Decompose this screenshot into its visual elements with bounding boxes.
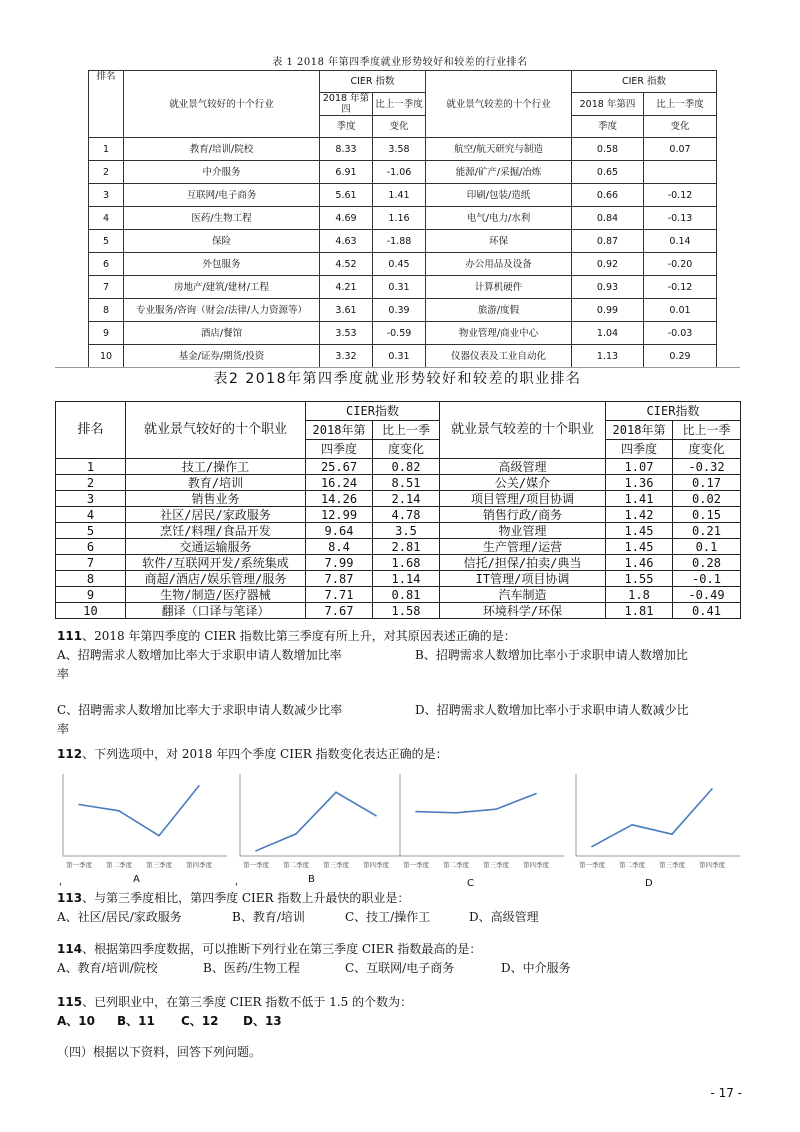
- good-q4-cell: 3.61: [320, 299, 373, 322]
- table-row: [56, 507, 741, 523]
- industry-ranking-table: [88, 70, 717, 368]
- bad-name-cell: 汽车制造: [440, 587, 606, 603]
- bad-name-cell: 物业管理/商业中心: [426, 322, 572, 345]
- bad-name-cell: 电气/电力/水利: [426, 207, 572, 230]
- good-q4-cell: 4.52: [320, 253, 373, 276]
- bad-q4-cell: 1.07: [606, 459, 673, 475]
- data-point: [631, 824, 633, 826]
- chart-mark: ': [235, 882, 238, 893]
- good-name-cell: 软件/互联网开发/系统集成: [126, 555, 306, 571]
- bad-name-cell: 旅游/度假: [426, 299, 572, 322]
- good-change-cell: 0.39: [373, 299, 426, 322]
- bad-change-cell: -0.12: [644, 276, 717, 299]
- table-row: [89, 230, 717, 253]
- header-q4-bad-line2: 四季度: [606, 440, 673, 459]
- good-name-cell: 商超/酒店/娱乐管理/服务: [126, 571, 306, 587]
- good-q4-cell: 3.32: [320, 345, 373, 368]
- bad-q4-cell: 1.55: [606, 571, 673, 587]
- rank-cell: 7: [89, 276, 124, 299]
- good-q4-cell: 16.24: [306, 475, 373, 491]
- data-point: [415, 811, 417, 813]
- bad-change-cell: -0.32: [673, 459, 741, 475]
- header-cier-good: CIER 指数: [320, 71, 426, 93]
- chart-mark: ': [59, 882, 62, 893]
- good-name-cell: 社区/居民/家政服务: [126, 507, 306, 523]
- bad-change-cell: 0.17: [673, 475, 741, 491]
- good-change-cell: 2.14: [373, 491, 440, 507]
- bad-q4-cell: 1.42: [606, 507, 673, 523]
- x-tick-label: 第四季度: [523, 861, 549, 869]
- bad-change-cell: 0.28: [673, 555, 741, 571]
- x-tick-label: 第二季度: [283, 861, 309, 869]
- good-change-cell: -1.06: [373, 161, 426, 184]
- series-line: [416, 794, 536, 813]
- good-name-cell: 技工/操作工: [126, 459, 306, 475]
- option-c[interactable]: C、互联网/电子商务: [345, 961, 455, 975]
- data-point: [375, 815, 377, 817]
- bad-change-cell: 0.02: [673, 491, 741, 507]
- header-bad-industries: 就业景气较差的十个行业: [426, 71, 572, 138]
- option-a[interactable]: A、10: [57, 1014, 95, 1028]
- bad-q4-cell: 1.36: [606, 475, 673, 491]
- data-point: [671, 833, 673, 835]
- good-change-cell: 1.58: [373, 603, 440, 619]
- question-number: 115: [57, 995, 83, 1009]
- series-line: [256, 792, 376, 851]
- x-tick-label: 第三季度: [323, 861, 349, 869]
- bad-q4-cell: 0.87: [572, 230, 644, 253]
- rank-cell: 1: [89, 138, 124, 161]
- option-d[interactable]: D、招聘需求人数增加比率小于求职申请人数减少比: [415, 703, 689, 717]
- good-name-cell: 专业服务/咨询（财会/法律/人力资源等）: [124, 299, 320, 322]
- good-q4-cell: 3.53: [320, 322, 373, 345]
- data-point: [335, 792, 337, 794]
- question-111: [57, 627, 747, 739]
- good-q4-cell: 14.26: [306, 491, 373, 507]
- bad-q4-cell: 0.92: [572, 253, 644, 276]
- bad-q4-cell: 1.04: [572, 322, 644, 345]
- data-point: [158, 835, 160, 837]
- good-q4-cell: 7.99: [306, 555, 373, 571]
- good-change-cell: 0.82: [373, 459, 440, 475]
- rank-cell: 8: [56, 571, 126, 587]
- x-tick-label: 第三季度: [146, 861, 172, 869]
- header-q4: 2018年第: [306, 421, 373, 440]
- bad-name-cell: 印刷/包装/造纸: [426, 184, 572, 207]
- question-114: [57, 940, 747, 978]
- good-q4-cell: 7.71: [306, 587, 373, 603]
- good-change-cell: 2.81: [373, 539, 440, 555]
- good-change-cell: 0.31: [373, 276, 426, 299]
- x-tick-label: 第四季度: [363, 861, 389, 869]
- bad-name-cell: 能源/矿产/采掘/冶炼: [426, 161, 572, 184]
- rank-cell: 3: [89, 184, 124, 207]
- good-q4-cell: 8.33: [320, 138, 373, 161]
- page-number: - 17 -: [710, 1086, 742, 1100]
- bad-name-cell: IT管理/项目协调: [440, 571, 606, 587]
- question-number: 113: [57, 891, 83, 905]
- x-tick-label: 第一季度: [66, 861, 92, 869]
- x-tick-label: 第四季度: [699, 861, 725, 869]
- rank-cell: 9: [89, 322, 124, 345]
- table-row: [56, 555, 741, 571]
- good-name-cell: 烹饪/料理/食品开发: [126, 523, 306, 539]
- bad-name-cell: 办公用品及设备: [426, 253, 572, 276]
- good-name-cell: 外包服务: [124, 253, 320, 276]
- good-q4-cell: 5.61: [320, 184, 373, 207]
- bad-change-cell: 0.1: [673, 539, 741, 555]
- bad-name-cell: 项目管理/项目协调: [440, 491, 606, 507]
- bad-q4-cell: 1.45: [606, 523, 673, 539]
- option-d[interactable]: D、13: [243, 1014, 282, 1028]
- header-cier-bad: CIER 指数: [572, 71, 717, 93]
- header-good-industries: 就业景气较好的十个行业: [124, 71, 320, 138]
- good-change-cell: 4.78: [373, 507, 440, 523]
- chart-label-d: D: [645, 878, 653, 889]
- x-tick-label: 第三季度: [483, 861, 509, 869]
- question-115: [57, 993, 747, 1031]
- header-q4-bad: 2018年第: [606, 421, 673, 440]
- question-stem: 、与第三季度相比，第四季度 CIER 指数上升最快的职业是：: [82, 891, 410, 905]
- good-q4-cell: 9.64: [306, 523, 373, 539]
- series-line: [79, 786, 199, 836]
- bad-q4-cell: 1.8: [606, 587, 673, 603]
- bad-q4-cell: 1.46: [606, 555, 673, 571]
- header-q4-line2: 季度: [320, 116, 373, 138]
- rank-cell: 4: [56, 507, 126, 523]
- question-112: [57, 745, 747, 764]
- question-113: [57, 889, 747, 927]
- header-cier-good: CIER指数: [306, 402, 440, 421]
- rank-cell: 6: [56, 539, 126, 555]
- x-tick-label: 第一季度: [579, 861, 605, 869]
- question-stem: 、根据第四季度数据，可以推断下列行业在第三季度 CIER 指数最高的是：: [82, 942, 482, 956]
- bad-name-cell: 销售行政/商务: [440, 507, 606, 523]
- option-b[interactable]: B、医药/生物工程: [203, 961, 300, 975]
- section-four-heading: （四）根据以下资料，回答下列问题。: [57, 1045, 262, 1059]
- good-change-cell: 3.5: [373, 523, 440, 539]
- question-stem: 、2018 年第四季度的 CIER 指数比第三季度有所上升，对其原因表述正确的是：: [82, 629, 516, 643]
- chart-axis: [240, 774, 404, 856]
- x-tick-label: 第一季度: [243, 861, 269, 869]
- x-tick-label: 第二季度: [443, 861, 469, 869]
- bad-change-cell: [644, 161, 717, 184]
- good-change-cell: 0.45: [373, 253, 426, 276]
- bad-change-cell: 0.21: [673, 523, 741, 539]
- good-q4-cell: 8.4: [306, 539, 373, 555]
- table-row: [56, 539, 741, 555]
- table-row: [89, 299, 717, 322]
- bad-name-cell: 信托/担保/拍卖/典当: [440, 555, 606, 571]
- good-q4-cell: 4.63: [320, 230, 373, 253]
- header-change-bad: 比上一季: [673, 421, 741, 440]
- table-row: [89, 207, 717, 230]
- rank-cell: 10: [89, 345, 124, 368]
- good-name-cell: 教育/培训/院校: [124, 138, 320, 161]
- bad-change-cell: -0.1: [673, 571, 741, 587]
- header-change-bad: 比上一季度: [644, 93, 717, 116]
- data-point: [255, 850, 257, 852]
- bad-change-cell: 0.15: [673, 507, 741, 523]
- header-change-bad-line2: 度变化: [673, 440, 741, 459]
- bad-q4-cell: 0.93: [572, 276, 644, 299]
- option-a[interactable]: A、社区/居民/家政服务: [57, 910, 182, 924]
- header-change: 比上一季度: [373, 93, 426, 116]
- table-row: [89, 161, 717, 184]
- table-row: [56, 587, 741, 603]
- bad-name-cell: 公关/媒介: [440, 475, 606, 491]
- rank-cell: 5: [89, 230, 124, 253]
- question-stem: 、下列选项中，对 2018 年四个季度 CIER 指数变化表达正确的是：: [82, 747, 448, 761]
- x-tick-label: 第一季度: [403, 861, 429, 869]
- header-cier-bad: CIER指数: [606, 402, 741, 421]
- table-row: [89, 253, 717, 276]
- bad-name-cell: 高级管理: [440, 459, 606, 475]
- chart-label-a: A: [133, 874, 140, 885]
- rank-cell: 6: [89, 253, 124, 276]
- bad-change-cell: 0.14: [644, 230, 717, 253]
- option-a[interactable]: A、教育/培训/院校: [57, 961, 158, 975]
- bad-name-cell: 环保: [426, 230, 572, 253]
- header-q4: 2018 年第四: [320, 93, 373, 116]
- good-q4-cell: 7.87: [306, 571, 373, 587]
- bad-name-cell: 仪器仪表及工业自动化: [426, 345, 572, 368]
- data-point: [711, 788, 713, 790]
- bad-name-cell: 生产管理/运营: [440, 539, 606, 555]
- header-change: 比上一季: [373, 421, 440, 440]
- bad-q4-cell: 1.13: [572, 345, 644, 368]
- good-q4-cell: 7.67: [306, 603, 373, 619]
- good-name-cell: 医药/生物工程: [124, 207, 320, 230]
- chart-axis: [576, 774, 740, 856]
- table-row: [89, 345, 717, 368]
- data-point: [455, 812, 457, 814]
- question-number: 112: [57, 747, 83, 761]
- good-q4-cell: 12.99: [306, 507, 373, 523]
- rank-cell: 10: [56, 603, 126, 619]
- good-change-cell: 1.41: [373, 184, 426, 207]
- option-a[interactable]: A、招聘需求人数增加比率大于求职申请人数增加比率: [57, 648, 342, 662]
- good-name-cell: 销售业务: [126, 491, 306, 507]
- good-change-cell: 1.14: [373, 571, 440, 587]
- rank-cell: 7: [56, 555, 126, 571]
- bad-q4-cell: 0.58: [572, 138, 644, 161]
- chart-axis: [63, 774, 227, 856]
- bad-change-cell: -0.49: [673, 587, 741, 603]
- rank-cell: 2: [89, 161, 124, 184]
- bad-name-cell: 物业管理: [440, 523, 606, 539]
- header-change-line2: 度变化: [373, 440, 440, 459]
- option-b-wrap: 率: [57, 667, 70, 681]
- table-row: [56, 475, 741, 491]
- good-name-cell: 互联网/电子商务: [124, 184, 320, 207]
- good-name-cell: 保险: [124, 230, 320, 253]
- data-point: [118, 810, 120, 812]
- option-c[interactable]: C、12: [181, 1014, 219, 1028]
- table-row: [56, 459, 741, 475]
- x-tick-label: 第四季度: [186, 861, 212, 869]
- data-point: [78, 804, 80, 806]
- header-rank: 排名: [89, 71, 124, 138]
- chart-option-c[interactable]: [392, 770, 572, 870]
- good-change-cell: 1.16: [373, 207, 426, 230]
- option-b[interactable]: B、教育/培训: [232, 910, 305, 924]
- chart-axis: [400, 774, 564, 856]
- rank-cell: 3: [56, 491, 126, 507]
- good-q4-cell: 6.91: [320, 161, 373, 184]
- good-change-cell: -1.88: [373, 230, 426, 253]
- rank-cell: 2: [56, 475, 126, 491]
- good-q4-cell: 25.67: [306, 459, 373, 475]
- rank-cell: 5: [56, 523, 126, 539]
- good-name-cell: 房地产/建筑/建材/工程: [124, 276, 320, 299]
- bad-change-cell: -0.03: [644, 322, 717, 345]
- header-good-occupations: 就业景气较好的十个职业: [126, 402, 306, 459]
- option-b[interactable]: B、招聘需求人数增加比率小于求职申请人数增加比: [415, 648, 688, 662]
- bad-change-cell: -0.13: [644, 207, 717, 230]
- good-change-cell: 8.51: [373, 475, 440, 491]
- option-b[interactable]: B、11: [117, 1014, 155, 1028]
- bad-q4-cell: 0.65: [572, 161, 644, 184]
- good-change-cell: 0.81: [373, 587, 440, 603]
- bad-q4-cell: 1.45: [606, 539, 673, 555]
- question-number: 111: [57, 629, 83, 643]
- rank-cell: 8: [89, 299, 124, 322]
- good-name-cell: 基金/证券/期货/投资: [124, 345, 320, 368]
- chart-label-b: B: [308, 874, 315, 885]
- question-number: 114: [57, 942, 83, 956]
- bad-q4-cell: 0.99: [572, 299, 644, 322]
- table-row: [89, 322, 717, 345]
- bad-q4-cell: 1.81: [606, 603, 673, 619]
- bad-change-cell: 0.01: [644, 299, 717, 322]
- data-point: [495, 808, 497, 810]
- series-line: [592, 789, 712, 847]
- option-d[interactable]: D、高级管理: [469, 910, 539, 924]
- header-q4-bad-line2: 季度: [572, 116, 644, 138]
- chart-option-b[interactable]: [232, 770, 412, 870]
- good-change-cell: 3.58: [373, 138, 426, 161]
- x-tick-label: 第二季度: [619, 861, 645, 869]
- table-row: [56, 523, 741, 539]
- x-tick-label: 第三季度: [659, 861, 685, 869]
- bad-change-cell: -0.20: [644, 253, 717, 276]
- header-q4-line2: 四季度: [306, 440, 373, 459]
- data-point: [535, 793, 537, 795]
- header-q4-bad: 2018 年第四: [572, 93, 644, 116]
- option-d-wrap: 率: [57, 722, 70, 736]
- bad-change-cell: 0.41: [673, 603, 741, 619]
- data-point: [591, 846, 593, 848]
- table-row: [56, 491, 741, 507]
- good-name-cell: 中介服务: [124, 161, 320, 184]
- chart-label-c: C: [467, 878, 474, 889]
- good-change-cell: -0.59: [373, 322, 426, 345]
- option-d[interactable]: D、中介服务: [501, 961, 571, 975]
- table-row: [89, 276, 717, 299]
- good-q4-cell: 4.69: [320, 207, 373, 230]
- good-name-cell: 生物/制造/医疗器械: [126, 587, 306, 603]
- data-point: [198, 785, 200, 787]
- good-name-cell: 翻译（口译与笔译）: [126, 603, 306, 619]
- chart-option-a[interactable]: [55, 770, 235, 870]
- header-change-line2: 变化: [373, 116, 426, 138]
- table-row: [56, 571, 741, 587]
- table-row: [89, 138, 717, 161]
- bad-change-cell: -0.12: [644, 184, 717, 207]
- rank-cell: 9: [56, 587, 126, 603]
- good-name-cell: 交通运输服务: [126, 539, 306, 555]
- good-change-cell: 1.68: [373, 555, 440, 571]
- bad-name-cell: 环境科学/环保: [440, 603, 606, 619]
- table2-caption: 表2 2018年第四季度就业形势较好和较差的职业排名: [55, 367, 740, 390]
- bad-q4-cell: 0.84: [572, 207, 644, 230]
- bad-change-cell: 0.07: [644, 138, 717, 161]
- good-name-cell: 教育/培训: [126, 475, 306, 491]
- option-c[interactable]: C、招聘需求人数增加比率大于求职申请人数减少比率: [57, 703, 343, 717]
- bad-change-cell: 0.29: [644, 345, 717, 368]
- bad-name-cell: 计算机硬件: [426, 276, 572, 299]
- good-q4-cell: 4.21: [320, 276, 373, 299]
- bad-name-cell: 航空/航天研究与制造: [426, 138, 572, 161]
- x-tick-label: 第二季度: [106, 861, 132, 869]
- table-row: [89, 184, 717, 207]
- good-name-cell: 酒店/餐馆: [124, 322, 320, 345]
- option-c[interactable]: C、技工/操作工: [345, 910, 431, 924]
- bad-q4-cell: 1.41: [606, 491, 673, 507]
- data-point: [295, 833, 297, 835]
- rank-cell: 1: [56, 459, 126, 475]
- header-rank: 排名: [56, 402, 126, 459]
- bad-q4-cell: 0.66: [572, 184, 644, 207]
- header-bad-occupations: 就业景气较差的十个职业: [440, 402, 606, 459]
- table-row: [56, 603, 741, 619]
- header-change-bad-line2: 变化: [644, 116, 717, 138]
- question-stem: 、已列职业中，在第三季度 CIER 指数不低于 1.5 的个数为：: [82, 995, 413, 1009]
- table1-caption: 表 1 2018 年第四季度就业形势较好和较差的行业排名: [272, 57, 528, 68]
- rank-cell: 4: [89, 207, 124, 230]
- good-change-cell: 0.31: [373, 345, 426, 368]
- chart-option-d[interactable]: [568, 770, 748, 870]
- occupation-ranking-table: [55, 401, 741, 619]
